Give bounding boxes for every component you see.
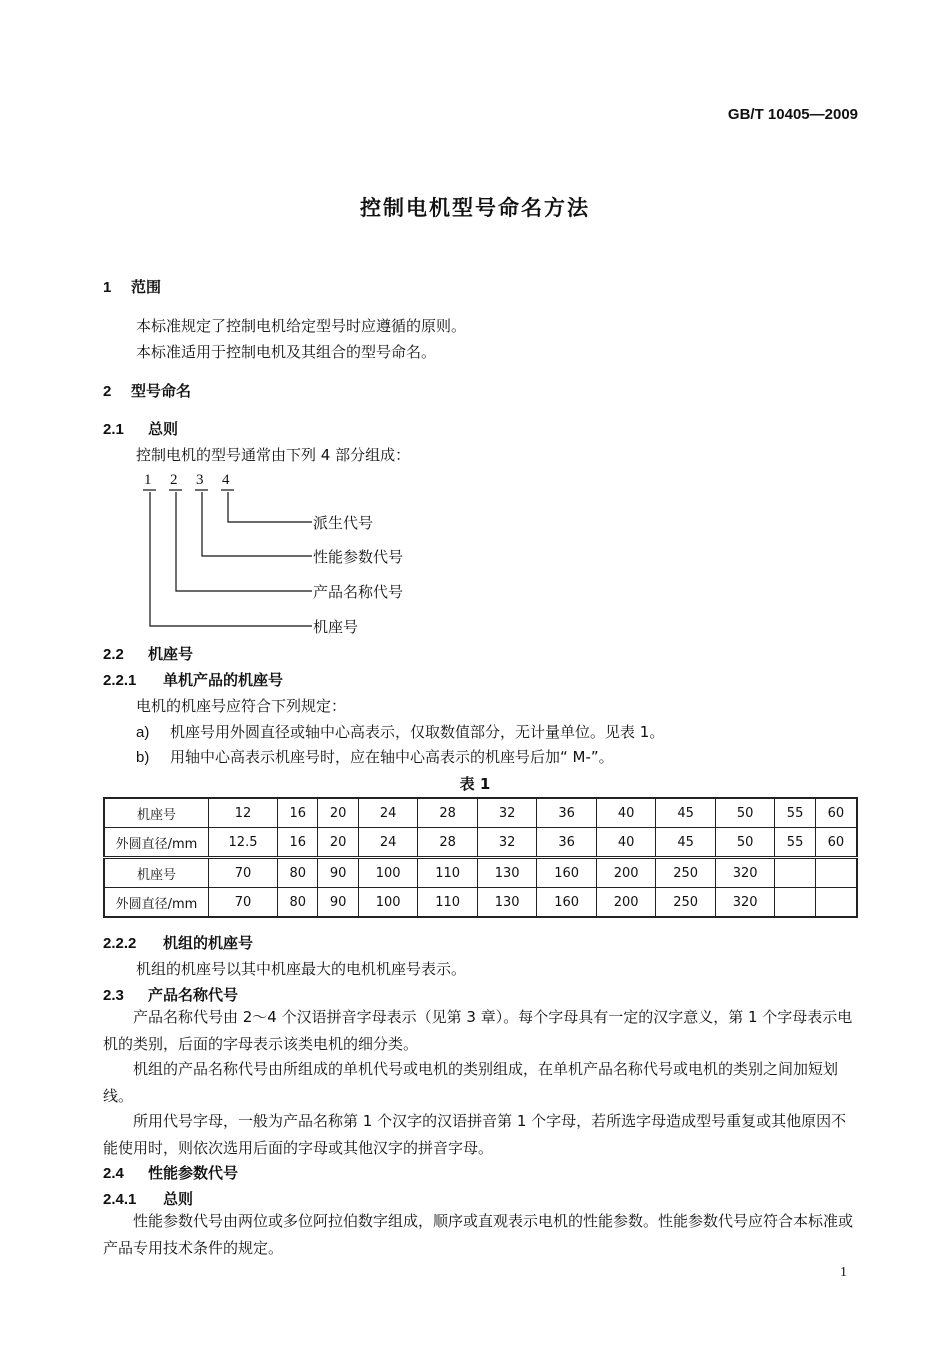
list-item-a (136, 721, 664, 742)
diagram-number-2: 2 (170, 472, 178, 488)
table-row (104, 888, 857, 918)
section-2-3-heading (103, 984, 238, 1005)
diagram-label-frame-number: 机座号 (313, 618, 359, 636)
diagram-label-derivative-code: 派生代号 (313, 514, 374, 532)
table-cell: 70 (209, 888, 278, 918)
table-cell (775, 858, 815, 888)
paragraph: 控制电机的型号通常由下列 4 部分组成： (136, 446, 411, 464)
table-cell: 130 (477, 858, 537, 888)
table-row (104, 828, 857, 858)
list-marker: b) (136, 749, 150, 766)
section-title: 总则 (163, 1190, 194, 1208)
section-title: 型号命名 (131, 382, 192, 400)
paragraph: 所用代号字母，一般为产品名称第 1 个汉字的汉语拼音第 1 个字母，若所选字母造成型号重复或其他原因不能使用时，则依次选用后面的字母或其他汉字的拼音字母。 (103, 1112, 847, 1157)
table-cell: 70 (209, 858, 278, 888)
section-title: 产品名称代号 (148, 986, 239, 1004)
list-marker: a) (136, 724, 150, 741)
section-title: 总则 (148, 420, 179, 438)
table-cell: 28 (418, 798, 478, 828)
table-cell: 45 (656, 828, 716, 858)
section-number: 1 (103, 279, 112, 296)
diagram-label-performance-code: 性能参数代号 (313, 548, 404, 566)
table-cell: 50 (715, 798, 775, 828)
list-text: 机座号用外圆直径或轴中心高表示，仅取数值部分，无计量单位。见表 1。 (170, 723, 665, 741)
table-cell: 110 (418, 858, 478, 888)
table-cell: 24 (358, 798, 418, 828)
table-cell: 160 (537, 858, 597, 888)
table-cell: 20 (318, 798, 358, 828)
table-cell (775, 888, 815, 918)
table-cell (815, 888, 857, 918)
frame-number-table (103, 797, 858, 918)
table-cell: 90 (318, 888, 358, 918)
table-cell: 55 (775, 798, 815, 828)
table-cell: 110 (418, 888, 478, 918)
page-number: 1 (840, 1265, 847, 1280)
section-2-4-heading (103, 1162, 238, 1183)
table-cell: 45 (656, 798, 716, 828)
table-cell: 40 (596, 828, 656, 858)
table-cell: 90 (318, 858, 358, 888)
diagram-label-product-name-code: 产品名称代号 (313, 583, 404, 601)
section-title: 范围 (131, 278, 162, 296)
section-number: 2.2.2 (103, 935, 137, 952)
table-cell: 16 (278, 798, 318, 828)
table-cell: 50 (715, 828, 775, 858)
section-number: 2.3 (103, 987, 124, 1004)
table-cell: 100 (358, 858, 418, 888)
table-cell: 24 (358, 828, 418, 858)
table-cell: 28 (418, 828, 478, 858)
section-number: 2.2 (103, 646, 124, 663)
table-cell: 80 (278, 858, 318, 888)
table-cell: 55 (775, 828, 815, 858)
standard-number: GB/T 10405—2009 (727, 106, 858, 123)
diagram-number-1: 1 (144, 472, 152, 488)
section-title: 机座号 (148, 645, 194, 663)
table-cell: 200 (596, 888, 656, 918)
paragraph: 产品名称代号由 2～4 个汉语拼音字母表示（见第 3 章）。每个字母具有一定的汉字意义，第 1 个字母表示电机的类别，后面的字母表示该类电机的细分类。 (103, 1008, 853, 1053)
table-cell: 250 (656, 888, 716, 918)
table-cell: 80 (278, 888, 318, 918)
table-cell: 40 (596, 798, 656, 828)
table-cell: 60 (815, 828, 857, 858)
paragraph: 本标准适用于控制电机及其组合的型号命名。 (136, 343, 437, 361)
table-row-header: 机座号 (104, 798, 209, 828)
list-item-b (136, 746, 614, 767)
paragraph: 机组的产品名称代号由所组成的单机代号或电机的类别组成，在单机产品名称代号或电机的类别之间加短划线。 (103, 1060, 839, 1105)
list-text: 用轴中心高表示机座号时，应在轴中心高表示的机座号后加“ M-”。 (170, 748, 614, 766)
table-row (104, 858, 857, 888)
table-cell: 16 (278, 828, 318, 858)
paragraph: 电机的机座号应符合下列规定： (136, 697, 347, 715)
table-row-header: 机座号 (104, 858, 209, 888)
paragraph: 性能参数代号由两位或多位阿拉伯数字组成，顺序或直观表示电机的性能参数。性能参数代号应符合本标准或产品专用技术条件的规定。 (103, 1212, 854, 1257)
paragraph: 机组的机座号以其中机座最大的电机机座号表示。 (136, 960, 467, 978)
table-cell: 200 (596, 858, 656, 888)
table-row-header: 外圆直径/mm (104, 888, 209, 918)
section-number: 2.1 (103, 421, 124, 438)
section-title: 单机产品的机座号 (163, 671, 284, 689)
table-caption: 表 1 (459, 775, 491, 793)
diagram-number-3: 3 (196, 472, 204, 488)
section-2-4-1-heading (103, 1188, 193, 1209)
table-cell: 100 (358, 888, 418, 918)
table-cell: 320 (715, 888, 775, 918)
section-number: 2.4 (103, 1165, 124, 1182)
table-cell: 12 (209, 798, 278, 828)
table-cell: 32 (477, 798, 537, 828)
table-cell: 32 (477, 828, 537, 858)
diagram-number-4: 4 (222, 472, 230, 488)
section-2-2-1-heading (103, 669, 283, 690)
section-title: 机组的机座号 (163, 934, 254, 952)
table-cell: 60 (815, 798, 857, 828)
table-cell: 130 (477, 888, 537, 918)
table-cell: 20 (318, 828, 358, 858)
section-number: 2.4.1 (103, 1191, 137, 1208)
section-number: 2.2.1 (103, 672, 137, 689)
section-2-2-2-heading (103, 932, 253, 953)
table-cell (815, 858, 857, 888)
table-cell: 320 (715, 858, 775, 888)
paragraph: 本标准规定了控制电机给定型号时应遵循的原则。 (136, 317, 467, 335)
table-cell: 36 (537, 828, 597, 858)
table-cell: 250 (656, 858, 716, 888)
table-cell: 12.5 (209, 828, 278, 858)
section-title: 性能参数代号 (148, 1164, 239, 1182)
section-2-2-heading (103, 643, 193, 664)
table-cell: 36 (537, 798, 597, 828)
table-row (104, 798, 857, 828)
table-cell: 160 (537, 888, 597, 918)
document-title: 控制电机型号命名方法 (360, 196, 590, 220)
table-row-header: 外圆直径/mm (104, 828, 209, 858)
section-number: 2 (103, 383, 112, 400)
